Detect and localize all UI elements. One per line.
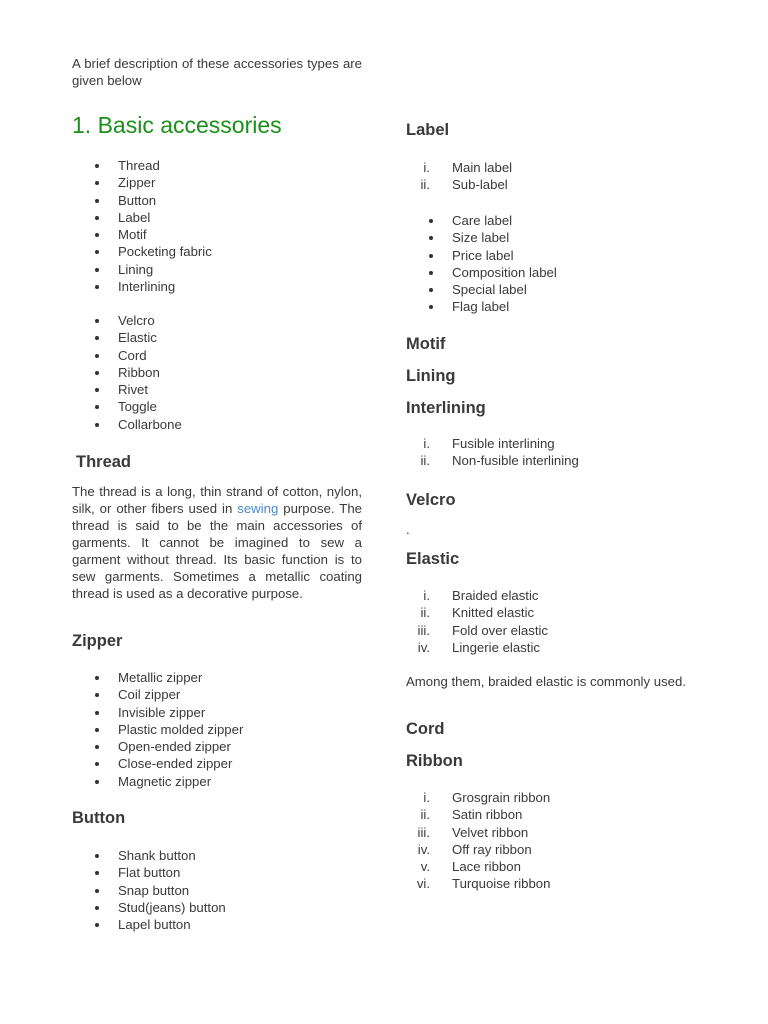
- elastic-list: [406, 587, 548, 656]
- basic-list-2: [72, 312, 182, 433]
- label-types-list: [406, 212, 557, 316]
- velcro-heading: Velcro: [406, 491, 456, 509]
- list-item: Flag label: [406, 298, 557, 315]
- list-item: Plastic molded zipper: [72, 721, 243, 738]
- list-item: Special label: [406, 281, 557, 298]
- list-item: Magnetic zipper: [72, 773, 243, 790]
- list-item: Motif: [72, 226, 212, 243]
- cord-heading: Cord: [406, 720, 445, 738]
- list-item: ii. Sub-label: [420, 177, 508, 193]
- list-item: Close-ended zipper: [72, 755, 243, 772]
- thread-text-end: purpose. The thread is said to be the main accessories of garments. It cannot be imagined to sew a garment without thread. Its basic function is to sew garments. Sometimes a metallic coating thread is used as a decorative purpose.: [72, 501, 362, 601]
- list-item: Composition label: [406, 264, 557, 281]
- button-list: [72, 847, 226, 933]
- list-item: Price label: [406, 247, 557, 264]
- list-item: Flat button: [72, 864, 226, 881]
- list-item: ii. Satin ribbon: [420, 807, 523, 823]
- list-item: iii. Fold over elastic: [417, 622, 549, 638]
- ribbon-list: [406, 789, 550, 893]
- motif-heading: Motif: [406, 335, 446, 353]
- list-item: Thread: [72, 157, 212, 174]
- thread-paragraph: [72, 483, 362, 602]
- list-item: Interlining: [72, 278, 212, 295]
- list-item: Velcro: [72, 312, 182, 329]
- velcro-text: .: [406, 522, 410, 537]
- list-item: Toggle: [72, 398, 182, 415]
- lining-heading: Lining: [406, 367, 456, 385]
- label-heading: Label: [406, 121, 450, 139]
- list-item: iii. Velvet ribbon: [417, 824, 529, 840]
- label-numbered-list: [406, 159, 512, 194]
- list-item: i. Fusible interlining: [423, 436, 555, 451]
- list-item: Lining: [72, 261, 212, 278]
- list-item: Ribbon: [72, 364, 182, 381]
- button-heading: Button: [72, 809, 126, 827]
- list-item: i. Braided elastic: [423, 588, 539, 603]
- list-item: Elastic: [72, 329, 182, 346]
- list-item: Button: [72, 192, 212, 209]
- list-item: vi. Turquoise ribbon: [416, 876, 551, 892]
- intro-paragraph: A brief description of these accessories types are given below: [72, 56, 362, 88]
- list-item: Shank button: [72, 847, 226, 864]
- list-item: i. Main label: [423, 160, 513, 175]
- list-item: i. Grosgrain ribbon: [423, 790, 551, 805]
- elastic-heading: Elastic: [406, 550, 460, 568]
- interlining-list: [406, 435, 579, 470]
- ribbon-heading: Ribbon: [406, 752, 463, 770]
- list-item: Stud(jeans) button: [72, 899, 226, 916]
- thread-heading: Thread: [76, 453, 132, 471]
- list-item: Zipper: [72, 174, 212, 191]
- list-item: Pocketing fabric: [72, 243, 212, 260]
- basic-accessories-heading: 1. Basic accessories: [72, 112, 282, 138]
- list-item: v. Lace ribbon: [420, 859, 521, 875]
- list-item: Open-ended zipper: [72, 738, 243, 755]
- list-item: ii. Non-fusible interlining: [420, 453, 579, 469]
- zipper-list: [72, 669, 243, 790]
- list-item: Collarbone: [72, 416, 182, 433]
- list-item: Coil zipper: [72, 686, 243, 703]
- list-item: ii. Knitted elastic: [420, 605, 535, 621]
- elastic-note: Among them, braided elastic is commonly used.: [406, 674, 686, 689]
- list-item: Care label: [406, 212, 557, 229]
- list-item: Label: [72, 209, 212, 226]
- list-item: Invisible zipper: [72, 704, 243, 721]
- list-item: Rivet: [72, 381, 182, 398]
- basic-list-1: [72, 157, 212, 295]
- list-item: Lapel button: [72, 916, 226, 933]
- list-item: Cord: [72, 347, 182, 364]
- list-item: iv. Off ray ribbon: [417, 841, 532, 857]
- zipper-heading: Zipper: [72, 632, 123, 650]
- list-item: Metallic zipper: [72, 669, 243, 686]
- list-item: Size label: [406, 229, 557, 246]
- list-item: iv. Lingerie elastic: [417, 639, 540, 655]
- interlining-heading: Interlining: [406, 399, 486, 417]
- list-item: Snap button: [72, 882, 226, 899]
- thread-text-start: The thread is a long, thin strand of cotton, nylon, silk, or other fibers used in: [72, 484, 362, 516]
- sewing-link[interactable]: sewing: [237, 501, 279, 516]
